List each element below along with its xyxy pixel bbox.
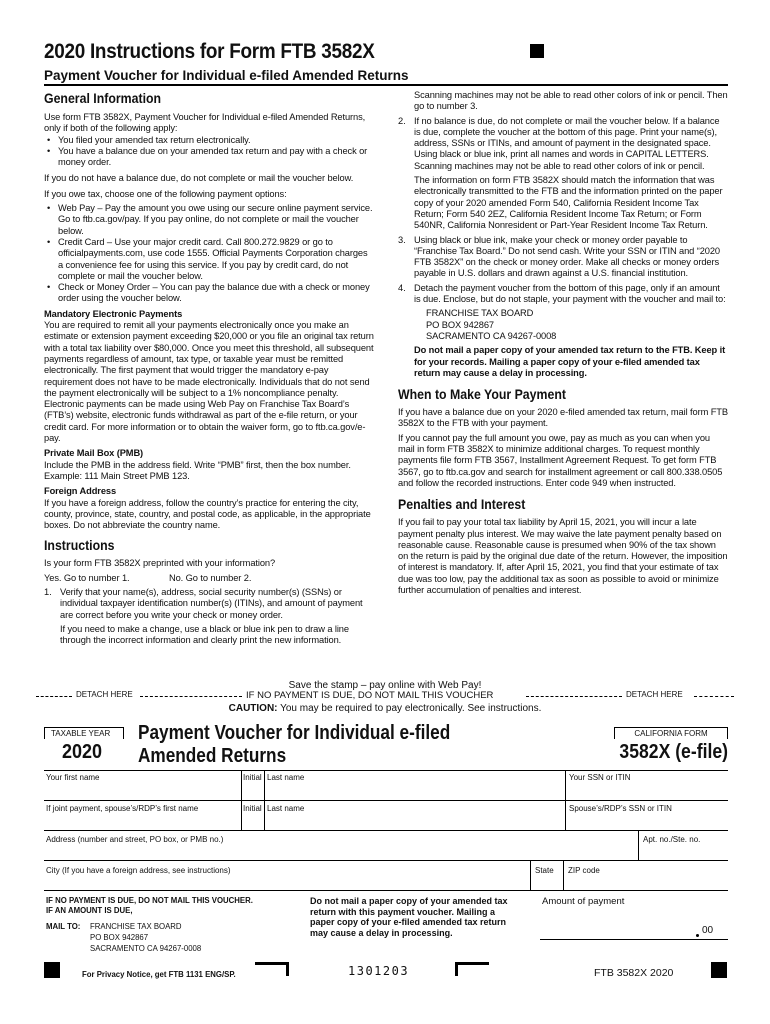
form-rule <box>44 890 728 891</box>
page-title: 2020 Instructions for Form FTB 3582X <box>44 40 375 63</box>
address-field[interactable] <box>44 830 728 860</box>
penalties-heading: Penalties and Interest <box>398 496 526 513</box>
footer-form-id: FTB 3582X 2020 <box>594 967 674 979</box>
instruction-3-text: Using black or blue ink, make your check or money order payable to “Franchise Tax Board.” Do not send cash. Write your SSN or ITIN and “2020 FTB 3582X” on the check or money order. Make all checks or money orders payable in U.S. dollars and drawn against a U.S. financial institution. <box>414 234 721 279</box>
address-label: Address (number and street, PO box, or PMB no.) <box>46 835 224 844</box>
spouse-name-field[interactable] <box>44 800 728 830</box>
when-to-pay-text: If you cannot pay the full amount you owe, pay as much as you can when you mail in form FTB 3582X to minimize additional charges. To request monthly payments file form FTB 3567, Installment Agreement Request. To get form FTB 3567, go to ftb.ca.gov and search for installment agreement or call 800.338.0505 and follow the recorded instructions. Enter code 949 when instructed. <box>398 432 723 488</box>
mandatory-epay-text: You are required to remit all your payments electronically once you make an estimate or extension payment exceeding $20,000 or you file an original tax return with a total tax liability over $80,000. Once you meet this threshold, all subsequent payments regardless of amount, tax type, or taxable year must be remitted electronically. The first payment that would trigger the mandatory e-pay requirement does not have to be made electronically. Individuals that do not send the payment electronically will be subject to a 1% noncompliance penalty. Electronic payments can be made using Web Pay on Franchise Tax Board’s (FTB’s) website, electronic funds withdrawal as part of the e-file return, or your credit card. For more information or to obtain the waiver form, go to ftb.ca.gov/e-pay. <box>44 320 374 444</box>
voucher-warning: Do not mail a paper copy of your amended tax return with this payment voucher. Mailing a paper copy of your e-filed amended tax return may cause a delay in processing. <box>310 896 508 938</box>
instructions-question: Is your form FTB 3582X preprinted with your information? <box>44 558 276 569</box>
detach-here-right: DETACH HERE <box>626 690 683 699</box>
dash-segment <box>140 696 242 697</box>
when-to-pay-text: If you have a balance due on your 2020 e-filed amended tax return, mail form FTB 3582X to the FTB with your payment. <box>398 407 728 429</box>
form-number: 3582X (e-file) <box>619 741 728 763</box>
yes-answer: Yes. Go to number 1. <box>44 572 130 583</box>
left-column <box>44 90 374 646</box>
no-balance-text: If you do not have a balance due, do not complete or mail the voucher below. <box>44 173 354 184</box>
owe-tax-text: If you owe tax, choose one of the following payment options: <box>44 188 287 199</box>
mail-address <box>398 308 728 342</box>
pmb-heading: Private Mail Box (PMB) <box>44 448 144 459</box>
first-name-label: Your first name <box>46 773 100 782</box>
general-information-heading: General Information <box>44 90 162 106</box>
registration-mark <box>530 44 544 58</box>
instruction-4: 4. Detach the payment voucher from the bottom of this page, only if an amount is due. Enclose, but do not staple, your payment with the voucher and mail to: <box>398 282 726 305</box>
pmb-text: Include the PMB in the address field. Write “PMB” first, then the box number. Example: 111 Main Street PMB 123. <box>44 459 351 481</box>
address-line: FRANCHISE TAX BOARD <box>426 308 534 319</box>
instruction-2: 2. If no balance is due, do not complete or mail the voucher below. If a balance is due, complete the voucher at the bottom of this page. Print your name(s), address, SSNs or ITINs, and amount of payment in the designated space. Using black or blue ink, print all names and words in CAPITAL LETTERS. Scanning machines may not be able to read other colors of ink or pencil. <box>398 115 720 171</box>
when-to-pay-heading: When to Make Your Payment <box>398 386 566 403</box>
registration-mark <box>711 962 727 978</box>
taxable-year-label: TAXABLE YEAR <box>44 727 124 739</box>
mail-instructions <box>46 896 316 916</box>
decimal-point <box>696 934 699 937</box>
save-stamp-text: Save the stamp – pay online with Web Pay! <box>288 680 482 691</box>
corner-mark <box>455 962 489 976</box>
yes-no-row <box>44 573 374 584</box>
no-payment-due: IF NO PAYMENT IS DUE, DO NOT MAIL THIS VOUCHER. <box>46 896 253 905</box>
scan-code: 1301203 <box>348 964 410 978</box>
no-answer: No. Go to number 2. <box>169 572 252 583</box>
corner-mark <box>255 962 289 976</box>
caution-text: You may be required to pay electronically. See instructions. <box>277 703 542 714</box>
detach-line <box>36 690 736 704</box>
caution-line <box>0 703 770 714</box>
mail-to-label: MAIL TO: <box>46 922 81 931</box>
scan-note: Scanning machines may not be able to read other colors of ink or pencil. Then go to number 3. <box>414 90 728 112</box>
taxable-year: 2020 <box>62 741 103 763</box>
registration-mark <box>44 962 60 978</box>
voucher-title <box>138 722 542 768</box>
first-name-field[interactable] <box>44 770 728 800</box>
ssn-label: Your SSN or ITIN <box>569 773 631 782</box>
if-amount-due: IF AN AMOUNT IS DUE, <box>46 906 133 915</box>
gi-bullet: • You filed your amended tax return electronically. <box>44 135 374 146</box>
dash-segment <box>526 696 622 697</box>
instruction-1: 1. Verify that your name(s), address, social security number(s) (SSNs) or individual taxpayer identification number(s) (ITINs), and amount of payment are correct before you write your check or money order. <box>44 586 363 620</box>
no-payment-notice: IF NO PAYMENT IS DUE, DO NOT MAIL THIS VOUCHER <box>246 690 494 701</box>
privacy-notice: For Privacy Notice, get FTB 1131 ENG/SP. <box>82 970 236 979</box>
gi-intro: Use form FTB 3582X, Payment Voucher for Individual e-filed Amended Returns, only if both of the following apply: <box>44 112 366 134</box>
instruction-4-text: Detach the payment voucher from the bottom of this page, only if an amount is due. Enclose, but do not staple, your payment with the voucher and mail to: <box>414 282 726 305</box>
caution-label: CAUTION: <box>228 703 278 714</box>
instruction-3: 3. Using black or blue ink, make your check or money order payable to “Franchise Tax Board.” Do not send cash. Write your SSN or ITIN and “2020 FTB 3582X” on the check or money order. Make all checks or money orders payable in U.S. dollars and drawn against a U.S. financial institution. <box>398 234 721 279</box>
option-web-pay: • Web Pay – Pay the amount you owe using our secure online payment service. Go to ftb.ca.gov/pay. If you pay online, do not complete or mail the voucher below. <box>44 203 374 237</box>
initial-label: Initial <box>243 773 262 782</box>
detach-here-left: DETACH HERE <box>76 690 133 699</box>
right-column <box>398 90 728 596</box>
address-line: FRANCHISE TAX BOARD <box>90 922 182 931</box>
instructions-heading: Instructions <box>44 537 115 554</box>
address-line: SACRAMENTO CA 94267-0008 <box>90 944 202 953</box>
city-label: City (If you have a foreign address, see instructions) <box>46 866 231 875</box>
instruction-2-text: If no balance is due, do not complete or mail the voucher below. If a balance is due, complete the voucher at the bottom of this page. Print your name(s), address, SSNs or ITINs, and amount of payment in the designated space. Using black or blue ink, print all names and words in CAPITAL LETTERS. Scanning machines may not be able to read other colors of ink or pencil. <box>414 115 720 171</box>
option-check: • Check or Money Order – You can pay the balance due with a check or money order using the voucher below. <box>44 282 374 305</box>
voucher-title-line: Amended Returns <box>138 745 287 767</box>
instruction-1-text: Verify that your name(s), address, social security number(s) (SSNs) or individual taxpayer identification number(s) (ITINs), and amount of payment are correct before you write your check or money order. <box>60 586 363 620</box>
california-form-label: CALIFORNIA FORM <box>614 727 728 739</box>
instruction-1b: If you need to make a change, use a black or blue ink pen to draw a line through the incorrect information and clearly print the new information. <box>60 623 349 646</box>
address-line: PO BOX 942867 <box>426 319 494 330</box>
spouse-last-name-label: Last name <box>267 804 305 813</box>
dash-segment <box>694 696 734 697</box>
paper-copy-warning: Do not mail a paper copy of your amended tax return to the FTB. Keep it for your records. Mailing a paper copy of your e-filed amended tax return may cause a delay in processing. <box>414 345 726 378</box>
mail-to-address <box>90 921 201 954</box>
foreign-address-heading: Foreign Address <box>44 486 117 497</box>
state-label: State <box>535 866 554 875</box>
address-line: SACRAMENTO CA 94267-0008 <box>426 330 557 341</box>
page-subtitle: Payment Voucher for Individual e-filed Amended Returns <box>44 68 409 83</box>
penalties-text: If you fail to pay your total tax liability by April 15, 2021, you will incur a late payment penalty plus interest. We may waive the late payment penalty based on reasonable cause. Reasonable cause is presumed when 90% of the tax shown on the return is paid by the original due date of the return. However, the imposition of interest is mandatory. If, after April 15, 2021, you find that your estimate of tax due was too low, pay the additional tax as soon as possible to avoid or minimize further accumulation of penalties and interest. <box>398 517 728 595</box>
apt-label: Apt. no./Ste. no. <box>643 835 701 844</box>
amount-of-payment-label: Amount of payment <box>542 896 625 907</box>
voucher-mail-to <box>46 921 201 954</box>
address-line: PO BOX 942867 <box>90 933 149 942</box>
amount-of-payment-field[interactable] <box>540 920 728 940</box>
last-name-label: Last name <box>267 773 305 782</box>
spouse-first-name-label: If joint payment, spouse’s/RDP’s first name <box>46 804 199 813</box>
instruction-2b: The information on form FTB 3582X should match the information that was electronically transmitted to the FTB and the information printed on the paper copy of your 2020 amended Form 540, California Resident Income Tax Return; Form 540 2EZ, California Resident Income Tax Return; or Form 540NR, California Nonresident or Part-Year Resident Income Tax Return. <box>414 175 723 231</box>
foreign-address-text: If you have a foreign address, follow the country’s practice for entering the city, county, province, state, country, and postal code, as applicable, in the appropriate boxes. Do not abbreviate the country name. <box>44 497 371 531</box>
option-credit-card: • Credit Card – Use your major credit card. Call 800.272.9829 or go to officialpayments.com, use code 1555. Official Payments Corporation charges a convenience fee for using this service. If you pay by credit card, do not complete or mail the voucher below. <box>44 237 374 282</box>
mandatory-epay-heading: Mandatory Electronic Payments <box>44 308 183 319</box>
spouse-initial-label: Initial <box>243 804 262 813</box>
spouse-ssn-label: Spouse’s/RDP’s SSN or ITIN <box>569 804 672 813</box>
zip-label: ZIP code <box>568 866 600 875</box>
city-field[interactable] <box>44 860 728 890</box>
dash-segment <box>36 696 72 697</box>
amount-cents: 00 <box>702 925 714 936</box>
gi-bullet: • You have a balance due on your amended tax return and pay with a check or money order. <box>44 146 374 169</box>
voucher-title-line: Payment Voucher for Individual e-filed <box>138 722 451 744</box>
header-rule <box>44 84 728 86</box>
